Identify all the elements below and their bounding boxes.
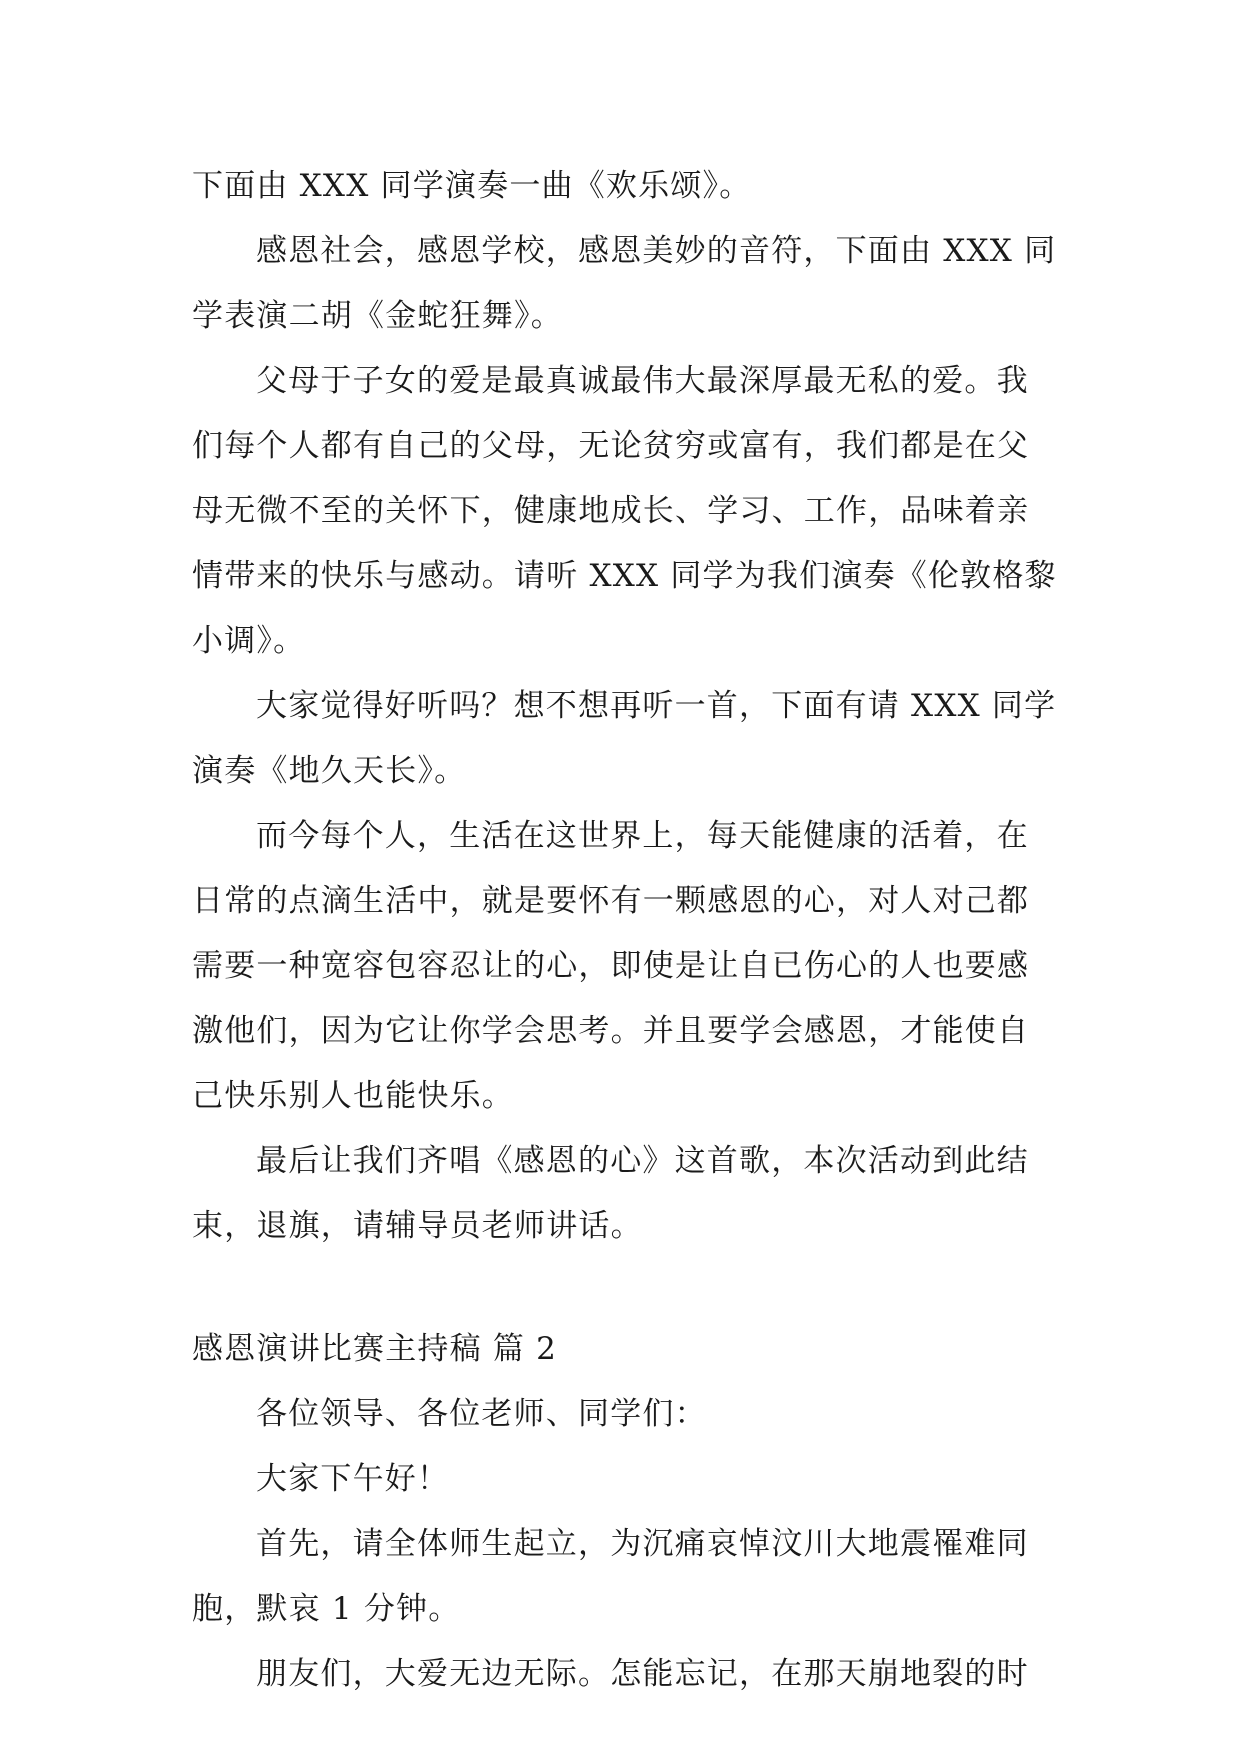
text-line: 下面由 XXX 同学演奏一曲《欢乐颂》。 — [192, 168, 752, 204]
text-line: 而今每个人，生活在这世界上，每天能健康的活着，在 — [256, 818, 1029, 854]
text-line: 感恩社会，感恩学校，感恩美妙的音符，下面由 XXX 同 — [256, 233, 1057, 269]
text-line: 需要一种宽容包容忍让的心，即使是让自已伤心的人也要感 — [192, 948, 1030, 984]
text-line: 大家觉得好听吗？想不想再听一首，下面有请 XXX 同学 — [256, 688, 1057, 724]
section-gap — [192, 1259, 1054, 1317]
text-line: 小调》。 — [192, 623, 306, 659]
text-line: 各位领导、各位老师、同学们： — [256, 1396, 707, 1432]
text-line: 父母于子女的爱是最真诚最伟大最深厚最无私的爱。我 — [256, 363, 1029, 399]
text-line: 首先，请全体师生起立，为沉痛哀悼汶川大地震罹难同 — [256, 1526, 1029, 1562]
text-line: 最后让我们齐唱《感恩的心》这首歌，本次活动到此结 — [256, 1143, 1029, 1179]
text-line: 情带来的快乐与感动。请听 XXX 同学为我们演奏《伦敦格黎 — [192, 558, 1057, 594]
text-line: 母无微不至的关怀下，健康地成长、学习、工作，品味着亲 — [192, 493, 1030, 529]
section-heading: 感恩演讲比赛主持稿 篇 2 — [192, 1331, 558, 1367]
text-line: 胞，默哀 1 分钟。 — [192, 1591, 461, 1627]
document-body — [192, 154, 1057, 1707]
text-line: 束，退旗，请辅导员老师讲话。 — [192, 1208, 643, 1244]
text-line: 演奏《地久天长》。 — [192, 753, 467, 789]
text-line: 大家下午好！ — [256, 1461, 450, 1497]
text-line: 激他们，因为它让你学会思考。并且要学会感恩，才能使自 — [192, 1013, 1030, 1049]
text-line: 朋友们，大爱无边无际。怎能忘记，在那天崩地裂的时 — [256, 1656, 1029, 1692]
text-line: 己快乐别人也能快乐。 — [192, 1078, 514, 1114]
text-line: 日常的点滴生活中，就是要怀有一颗感恩的心，对人对己都 — [192, 883, 1030, 919]
text-line: 们每个人都有自己的父母，无论贫穷或富有，我们都是在父 — [192, 428, 1030, 464]
text-line: 学表演二胡《金蛇狂舞》。 — [192, 298, 563, 334]
